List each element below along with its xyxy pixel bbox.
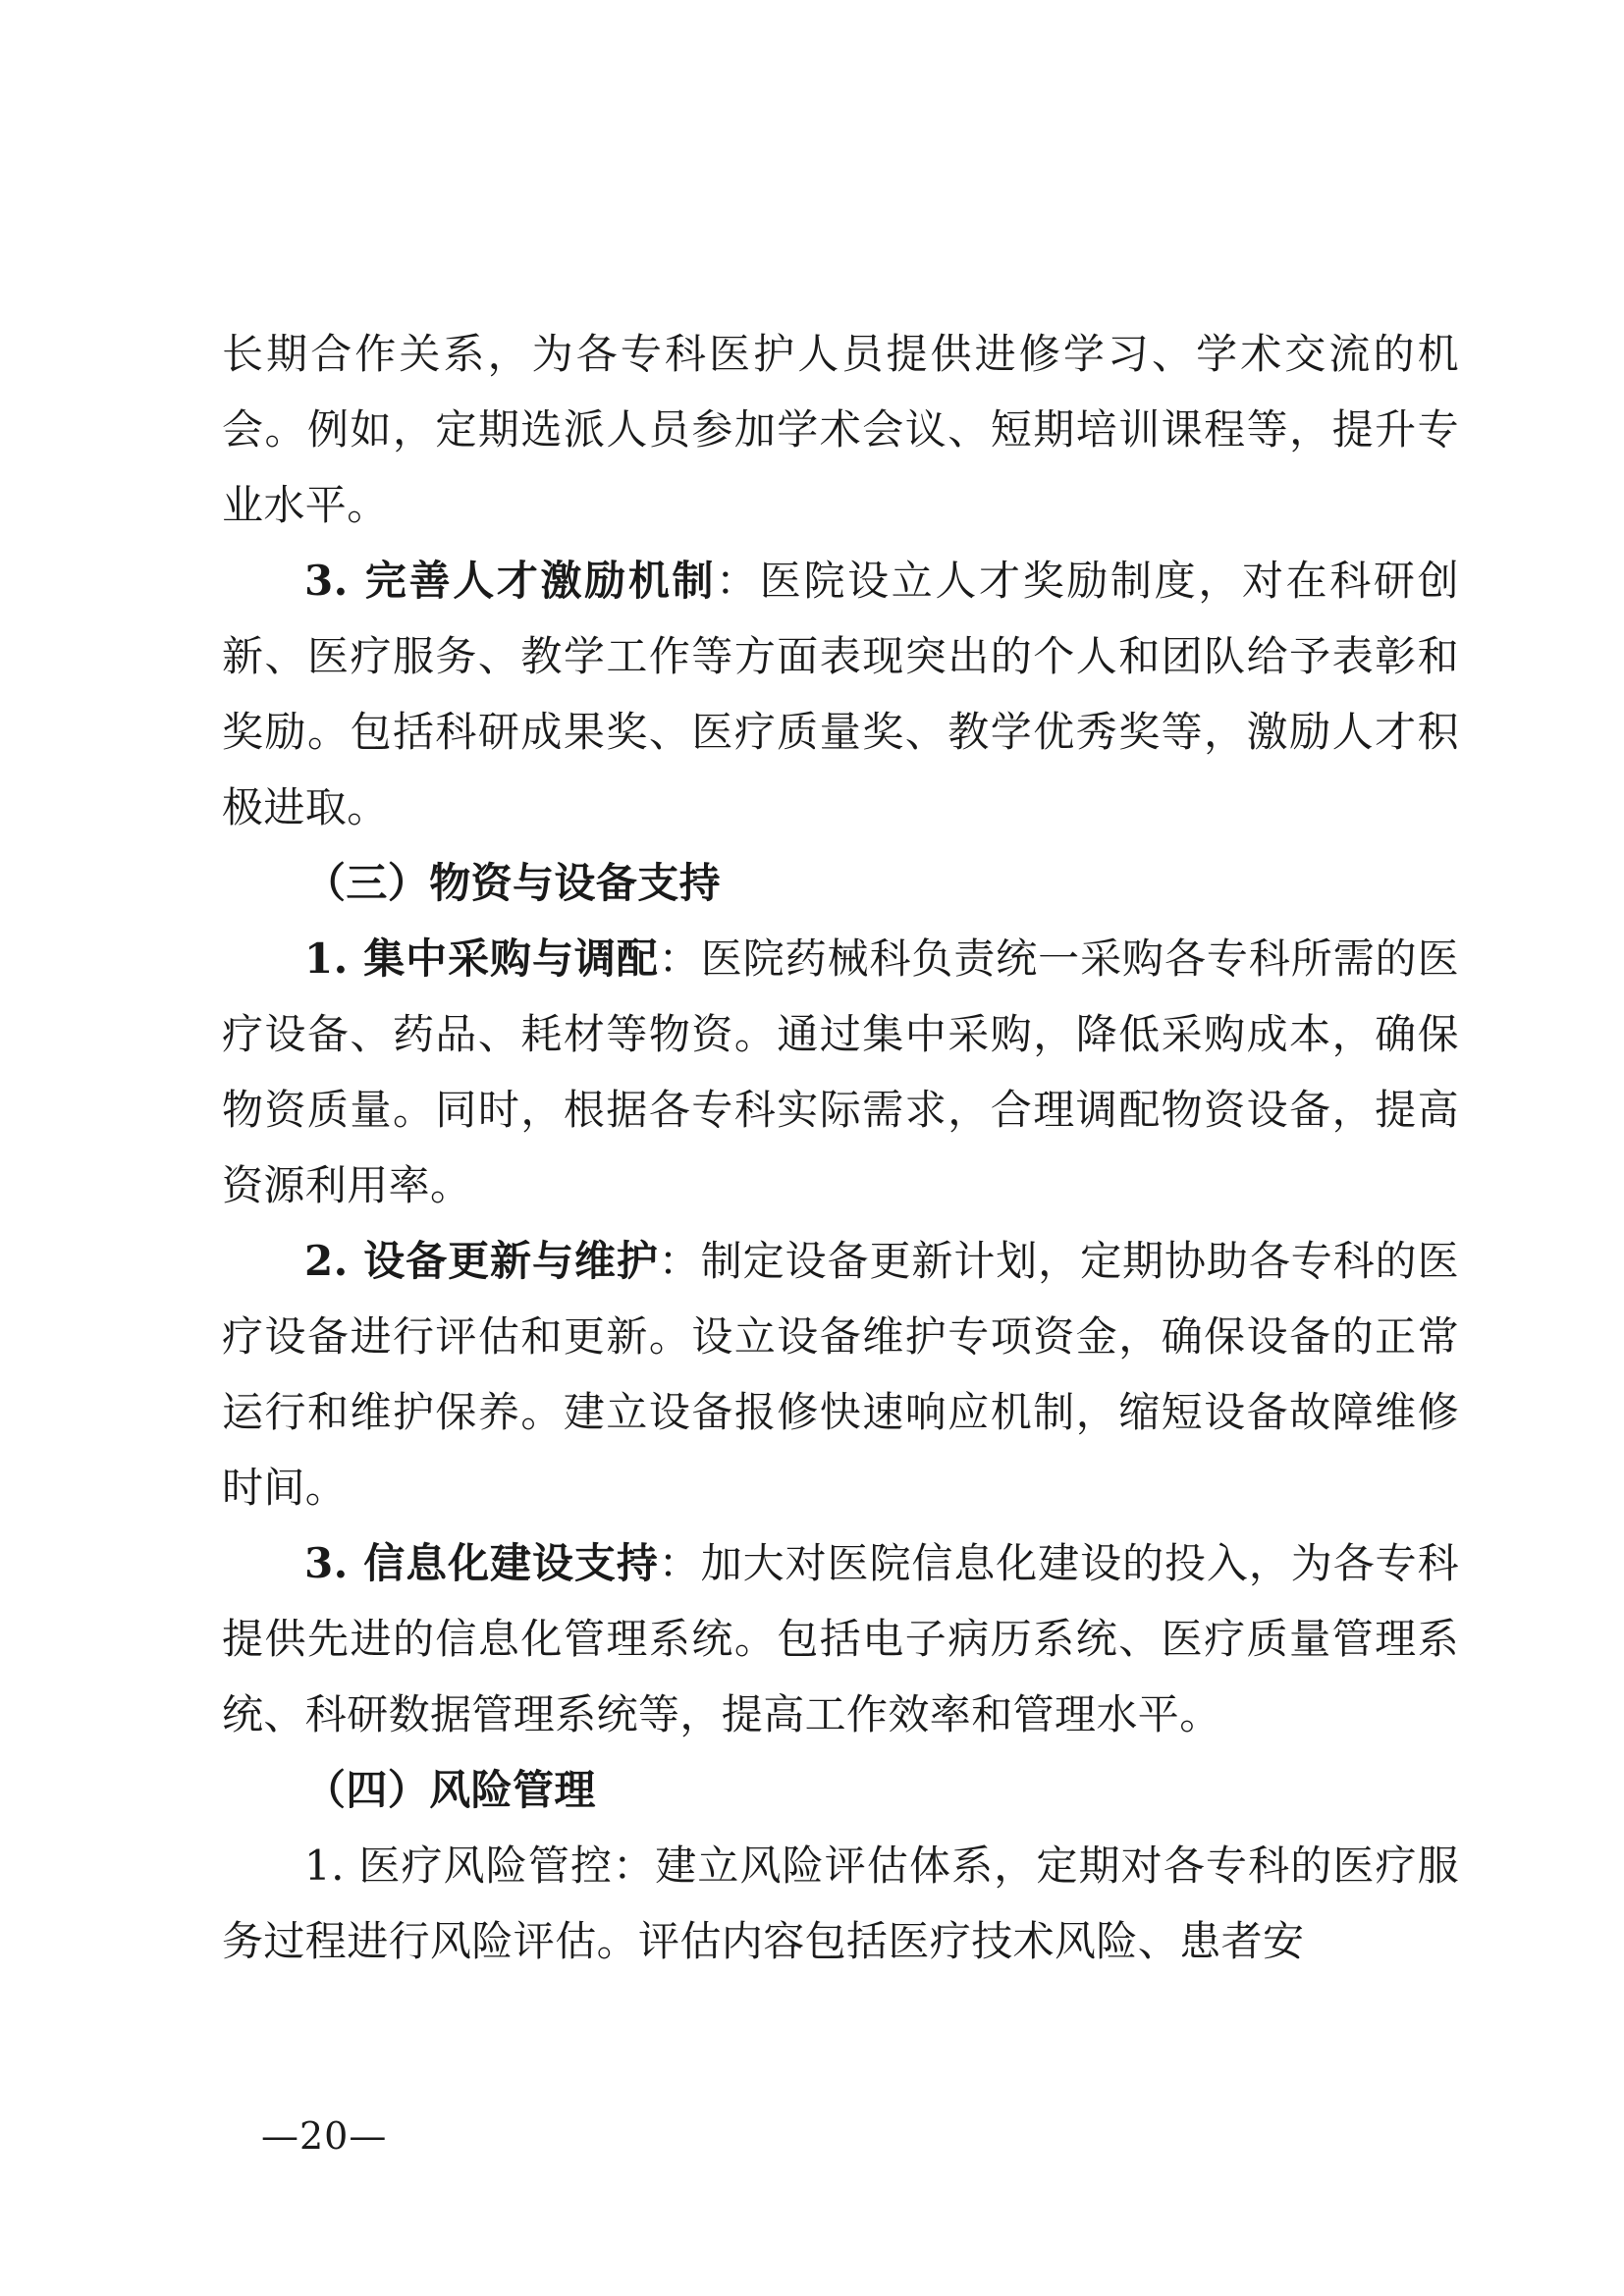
paragraph-central-procurement	[222, 921, 1459, 1223]
paragraph-text: ：加大对医院信息化建设的投入，为各专科提供先进的信息化管理系统。包括电子病历系统、医疗质量管理系统、科研数据管理系统等，提高工作效率和管理水平。	[222, 1539, 1460, 1738]
page-number: —20—	[261, 2114, 388, 2158]
paragraph-lead: 3. 信息化建设支持	[304, 1539, 659, 1587]
paragraph-talent-incentive	[222, 543, 1459, 845]
section-heading-materials: （三）物资与设备支持	[304, 859, 722, 907]
paragraph-text: ：医院设立人才奖励制度，对在科研创新、医疗服务、教学工作等方面表现突出的个人和团队给予表彰和奖励。包括科研成果奖、医疗质量奖、教学优秀奖等，激励人才积极进取。	[222, 557, 1459, 831]
body-text	[222, 316, 1459, 1979]
section-heading-risk: （四）风险管理	[304, 1766, 596, 1814]
paragraph-lead: 1. 集中采购与调配	[304, 934, 659, 983]
paragraph-text: 长期合作关系，为各专科医护人员提供进修学习、学术交流的机会。例如，定期选派人员参加学术会议、短期培训课程等，提升专业水平。	[222, 330, 1459, 529]
paragraph-text: 1. 医疗风险管控：建立风险评估体系，定期对各专科的医疗服务过程进行风险评估。评估内容包括医疗技术风险、患者安	[222, 1842, 1459, 1965]
paragraph-informatization	[222, 1525, 1459, 1752]
paragraph-lead: 3. 完善人才激励机制	[304, 557, 717, 605]
paragraph-text: ：医院药械科负责统一采购各专科所需的医疗设备、药品、耗材等物资。通过集中采购，降低采购成本，确保物资质量。同时，根据各专科实际需求，合理调配物资设备，提高资源利用率。	[222, 934, 1460, 1209]
paragraph-equipment-maintenance	[222, 1223, 1459, 1525]
paragraph-text: ：制定设备更新计划，定期协助各专科的医疗设备进行评估和更新。设立设备维护专项资金，确保设备的正常运行和维护保养。建立设备报修快速响应机制，缩短设备故障维修时间。	[222, 1237, 1460, 1512]
paragraph-medical-risk	[222, 1828, 1459, 1979]
paragraph-lead: 2. 设备更新与维护	[304, 1237, 659, 1285]
paragraph-continuation	[222, 316, 1459, 543]
